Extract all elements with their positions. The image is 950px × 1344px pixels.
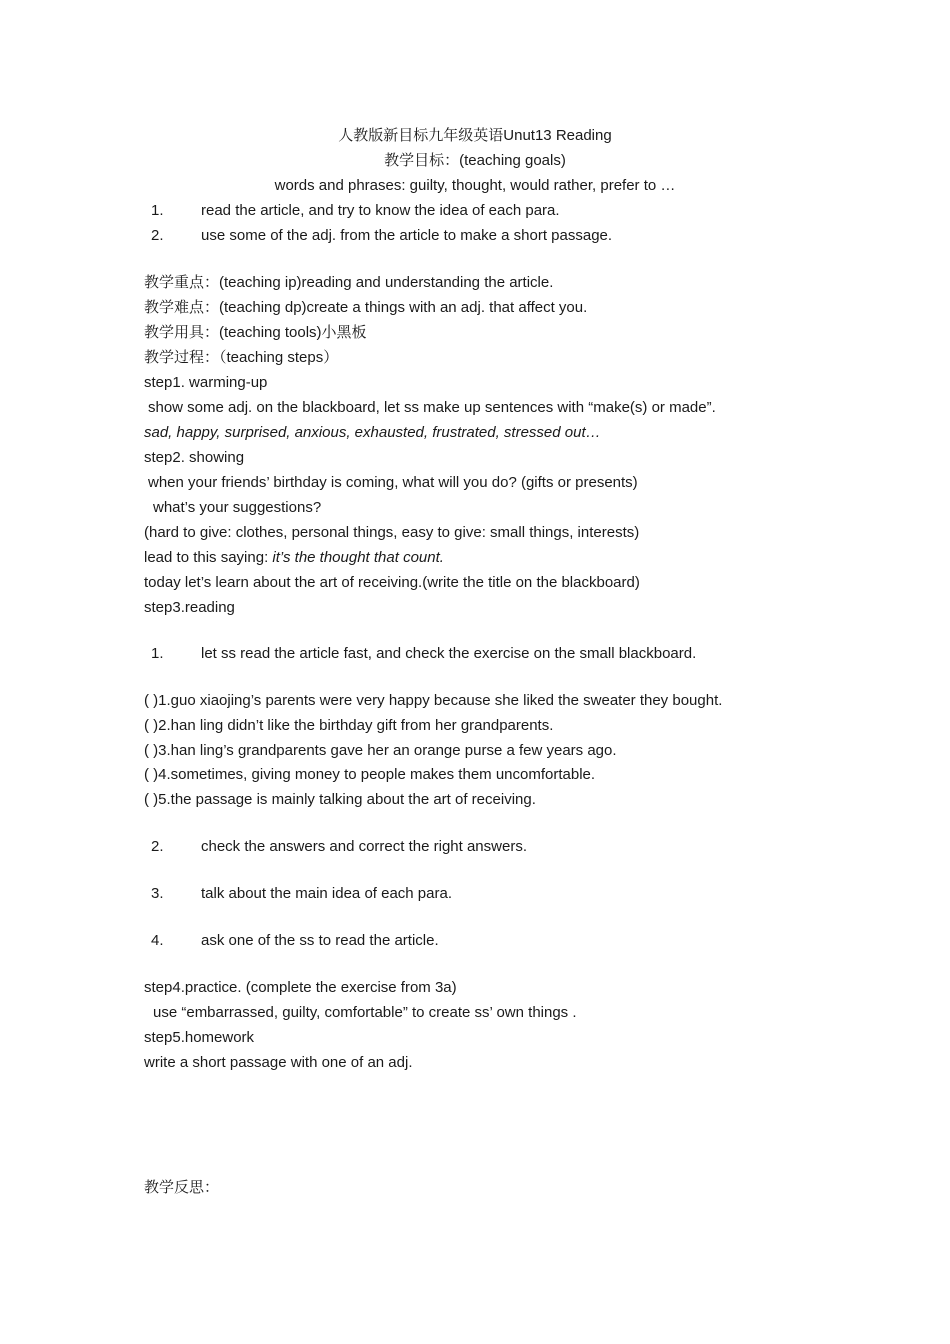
teaching-process: 教学过程：（teaching steps）	[144, 349, 339, 366]
step4-heading: step4.practice. (complete the exercise from 3a)	[144, 979, 457, 996]
exercise-item: ( )3.han ling’s grandparents gave her an orange purse a few years ago.	[144, 742, 617, 759]
saying-prefix: lead to this saying:	[144, 549, 273, 566]
list-number: 2.	[151, 838, 164, 855]
step2-saying-line	[144, 549, 444, 567]
list-number: 4.	[151, 932, 164, 949]
list-text: talk about the main idea of each para.	[201, 885, 453, 902]
step5-text: write a short passage with one of an adj.	[144, 1054, 413, 1071]
step1-adjectives: sad, happy, surprised, anxious, exhausted, frustrated, stressed out…	[144, 424, 601, 441]
teaching-tools: 教学用具：(teaching tools)小黑板	[144, 324, 367, 341]
step2-suggestion: what’s your suggestions?	[153, 499, 322, 516]
list-text: use some of the adj. from the article to make a short passage.	[201, 227, 613, 244]
step2-hint: (hard to give: clothes, personal things, easy to give: small things, interests)	[144, 524, 640, 541]
doc-title: 人教版新目标九年级英语Unut13 Reading	[338, 127, 612, 144]
step2-today: today let’s learn about the art of receiving.(write the title on the blackboard)	[144, 574, 640, 591]
step4-text: use “embarrassed, guilty, comfortable” to create ss’ own things .	[153, 1004, 577, 1021]
exercise-item: ( )4.sometimes, giving money to people makes them uncomfortable.	[144, 766, 596, 783]
list-number: 2.	[151, 227, 164, 244]
list-text: check the answers and correct the right answers.	[201, 838, 527, 855]
exercise-item: ( )1.guo xiaojing’s parents were very happy because she liked the sweater they bought.	[144, 692, 723, 709]
list-text: ask one of the ss to read the article.	[201, 932, 439, 949]
exercise-item: ( )5.the passage is mainly talking about the art of receiving.	[144, 791, 536, 808]
saying: it’s the thought that count.	[272, 549, 444, 566]
list-number: 3.	[151, 885, 164, 902]
step2-question: when your friends’ birthday is coming, what will you do? (gifts or presents)	[148, 474, 638, 491]
step3-heading: step3.reading	[144, 599, 235, 616]
list-text: let ss read the article fast, and check the exercise on the small blackboard.	[201, 645, 697, 662]
difficult-points: 教学难点：(teaching dp)create a things with an adj. that affect you.	[144, 299, 588, 316]
step1-text: show some adj. on the blackboard, let ss make up sentences with “make(s) or made”.	[148, 399, 716, 416]
exercise-item: ( )2.han ling didn’t like the birthday gift from her grandparents.	[144, 717, 554, 734]
goals-heading: 教学目标：(teaching goals)	[384, 152, 566, 169]
words-phrases: words and phrases: guilty, thought, would rather, prefer to …	[274, 177, 676, 194]
step2-heading: step2. showing	[144, 449, 245, 466]
step1-heading: step1. warming-up	[144, 374, 268, 391]
list-number: 1.	[151, 645, 164, 662]
teaching-reflection: 教学反思：	[144, 1179, 220, 1196]
step5-heading: step5.homework	[144, 1029, 255, 1046]
key-points: 教学重点：(teaching ip)reading and understanding the article.	[144, 274, 554, 291]
list-number: 1.	[151, 202, 164, 219]
list-text: read the article, and try to know the idea of each para.	[201, 202, 560, 219]
